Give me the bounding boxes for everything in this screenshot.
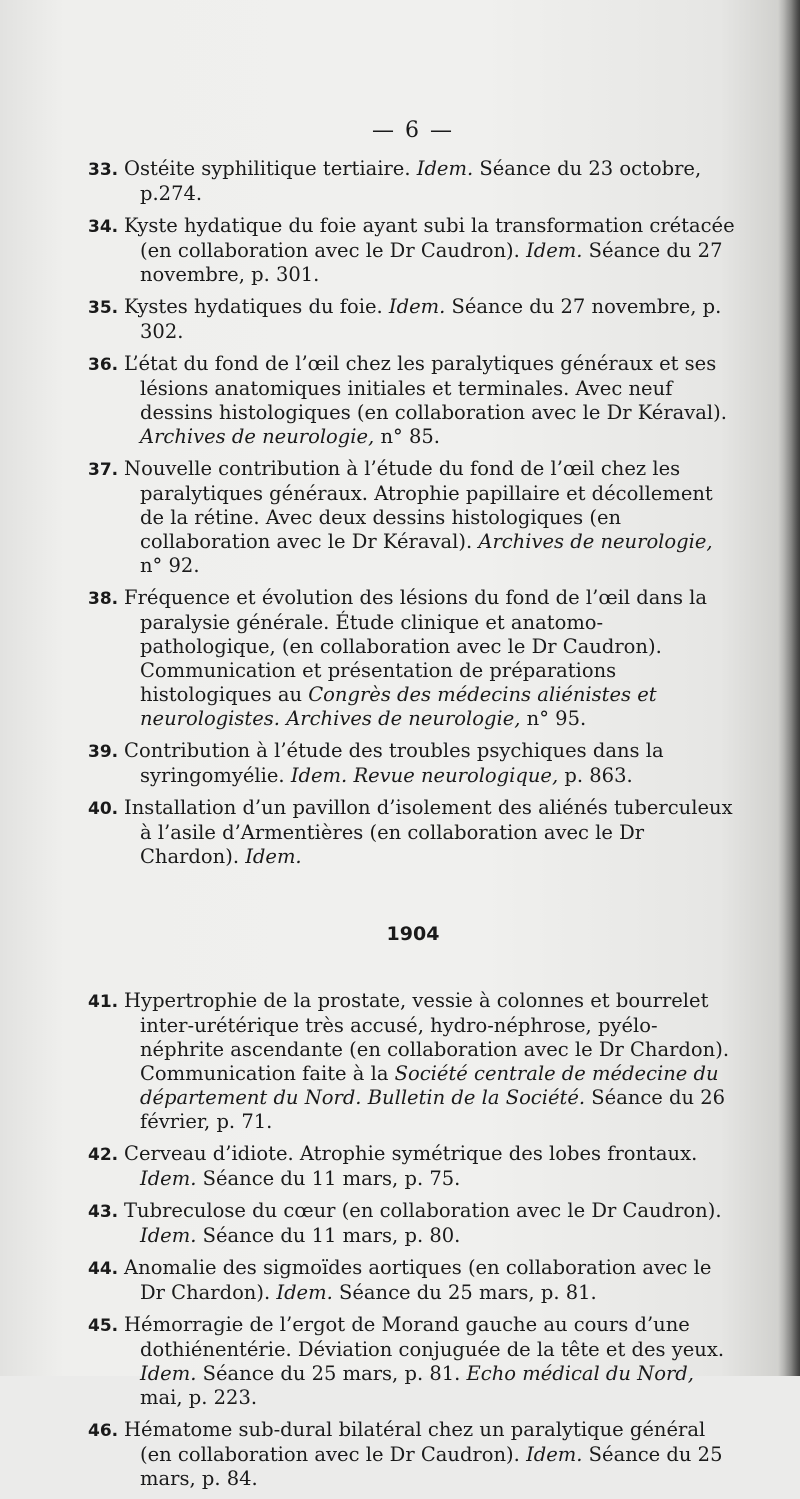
entry-italic-text: Idem. — [388, 295, 446, 318]
entry-italic-text: Archives de neurologie, — [140, 425, 375, 448]
entry-italic-text: Idem. — [276, 1281, 333, 1304]
entry-text: mai, p. 223. — [140, 1386, 258, 1409]
entry-italic-text: Idem. — [416, 157, 474, 180]
bibliography-entry — [88, 214, 738, 287]
bibliography-entry — [88, 1418, 738, 1491]
bibliography-entry — [88, 1256, 738, 1305]
entry-text: Anomalie des sigmoïdes aortiques (en collaboration avec le Dr Chardon). — [124, 1256, 712, 1304]
entry-number: 44. — [88, 1259, 125, 1279]
entry-text: Séance du 25 mars, p. 81. — [332, 1281, 597, 1304]
entry-number: 35. — [88, 298, 125, 318]
bibliography-entry — [88, 796, 738, 869]
entry-italic-text: Idem. — [140, 1167, 197, 1190]
entry-number: 41. — [88, 992, 125, 1012]
bibliography-entry — [88, 295, 738, 344]
entry-text: Séance du 11 mars, p. 80. — [196, 1224, 461, 1247]
entry-text: Hypertrophie de la prostate, vessie à colonnes et bourrelet inter-urétérique très accusé, hydro-néphrose, pyélo-néphrite ascendante (en collaboration avec le Dr Chardon). Communication faite à la — [124, 989, 730, 1085]
entry-number: 43. — [88, 1202, 125, 1222]
page-number: — 6 — — [372, 118, 454, 143]
entry-italic-text: Idem. Revue neurologique, — [290, 764, 559, 787]
entry-text: Hémorragie de l’ergot de Morand gauche au cours d’une dothiénentérie. Déviation conjuguée de la tête et des yeux. — [124, 1313, 725, 1361]
entry-italic-text: Archives de neurologie, — [478, 530, 713, 553]
entry-text: n° 95. — [520, 707, 587, 730]
entry-number: 42. — [88, 1145, 125, 1165]
entry-number: 38. — [88, 589, 125, 609]
bibliography-entry — [88, 989, 738, 1134]
bibliography-entry — [88, 157, 738, 206]
entry-text: Séance du 11 mars, p. 75. — [196, 1167, 461, 1190]
entry-text: Cerveau d’idiote. Atrophie symétrique des lobes frontaux. — [124, 1142, 698, 1165]
entry-text: Séance du 25 mars, p. 84. — [140, 1443, 723, 1490]
entry-number: 36. — [88, 355, 125, 375]
entry-text: Tubreculose du cœur (en collaboration avec le Dr Caudron). — [124, 1199, 722, 1222]
bibliography-entry — [88, 352, 738, 449]
entry-italic-text: Idem. — [140, 1224, 197, 1247]
entry-number: 40. — [88, 799, 125, 819]
entry-number: 46. — [88, 1421, 125, 1441]
entry-italic-text: Congrès des médecins aliénistes et neurologistes. Archives de neurologie, — [140, 683, 657, 730]
entry-italic-text: Société centrale de médecine du département du Nord. Bulletin de la Société. — [140, 1062, 719, 1109]
entry-number: 34. — [88, 217, 125, 237]
entry-italic-text: Idem. — [526, 1443, 583, 1466]
entry-text: Nouvelle contribution à l’étude du fond de l’œil chez les paralytiques généraux. Atrophie papillaire et décollement de la rétine. Avec deux dessins histologiques (en collaboration avec le Dr Kéraval). — [124, 457, 713, 553]
year-heading: 1904 — [386, 923, 440, 945]
entry-italic-text: Idem. — [526, 239, 583, 262]
entry-text: Hématome sub-dural bilatéral chez un paralytique général (en collaboration avec le Dr Caudron). — [124, 1418, 706, 1466]
entry-text: Kyste hydatique du foie ayant subi la transformation crétacée (en collaboration avec le Dr Caudron). — [124, 214, 735, 262]
bibliography-entry — [88, 739, 738, 788]
entry-number: 37. — [88, 460, 125, 480]
entry-text: Fréquence et évolution des lésions du fond de l’œil dans la paralysie générale. Étude clinique et anatomo-pathologique, (en collaboration avec le Dr Caudron). Communication et présentation de préparations histologiques au — [124, 586, 708, 706]
page-content — [88, 118, 738, 1499]
entry-text: n° 85. — [374, 425, 440, 448]
entry-italic-text: Echo médical du Nord, — [466, 1362, 694, 1385]
page-edge-shadow — [778, 0, 800, 1376]
entry-number: 33. — [88, 160, 125, 180]
bibliography-entry — [88, 1142, 738, 1191]
entry-text: Ostéite syphilitique tertiaire. — [124, 157, 417, 180]
bibliography — [88, 157, 738, 1491]
entry-text: Séance du 23 octobre, p.274. — [140, 157, 702, 205]
entry-number: 45. — [88, 1316, 125, 1336]
entry-text: p. 863. — [558, 764, 633, 787]
entry-text: n° 92. — [140, 554, 200, 577]
entry-number: 39. — [88, 742, 125, 762]
entry-text: Séance du 27 novembre, p. 301. — [140, 239, 723, 286]
bibliography-entry — [88, 586, 738, 731]
entry-text: Séance du 26 février, p. 71. — [140, 1086, 726, 1133]
entry-text: L’état du fond de l’œil chez les paralytiques généraux et ses lésions anatomiques initiales et terminales. Avec neuf dessins histologiques (en collaboration avec le Dr Kéraval). — [124, 352, 727, 424]
entry-text: Contribution à l’étude des troubles psychiques dans la syringomyélie. — [124, 739, 664, 787]
entry-italic-text: Idem. — [245, 845, 302, 868]
entry-italic-text: Idem. — [140, 1362, 197, 1385]
bibliography-entry — [88, 1199, 738, 1248]
entry-text: Séance du 27 novembre, p. 302. — [140, 295, 722, 343]
entry-text: Séance du 25 mars, p. 81. — [196, 1362, 467, 1385]
bibliography-entry — [88, 1313, 738, 1410]
bibliography-entry — [88, 457, 738, 578]
entry-text: Installation d’un pavillon d’isolement des aliénés tuberculeux à l’asile d’Armentières (en collaboration avec le Dr Chardon). — [124, 796, 733, 868]
entry-text: Kystes hydatiques du foie. — [124, 295, 389, 318]
